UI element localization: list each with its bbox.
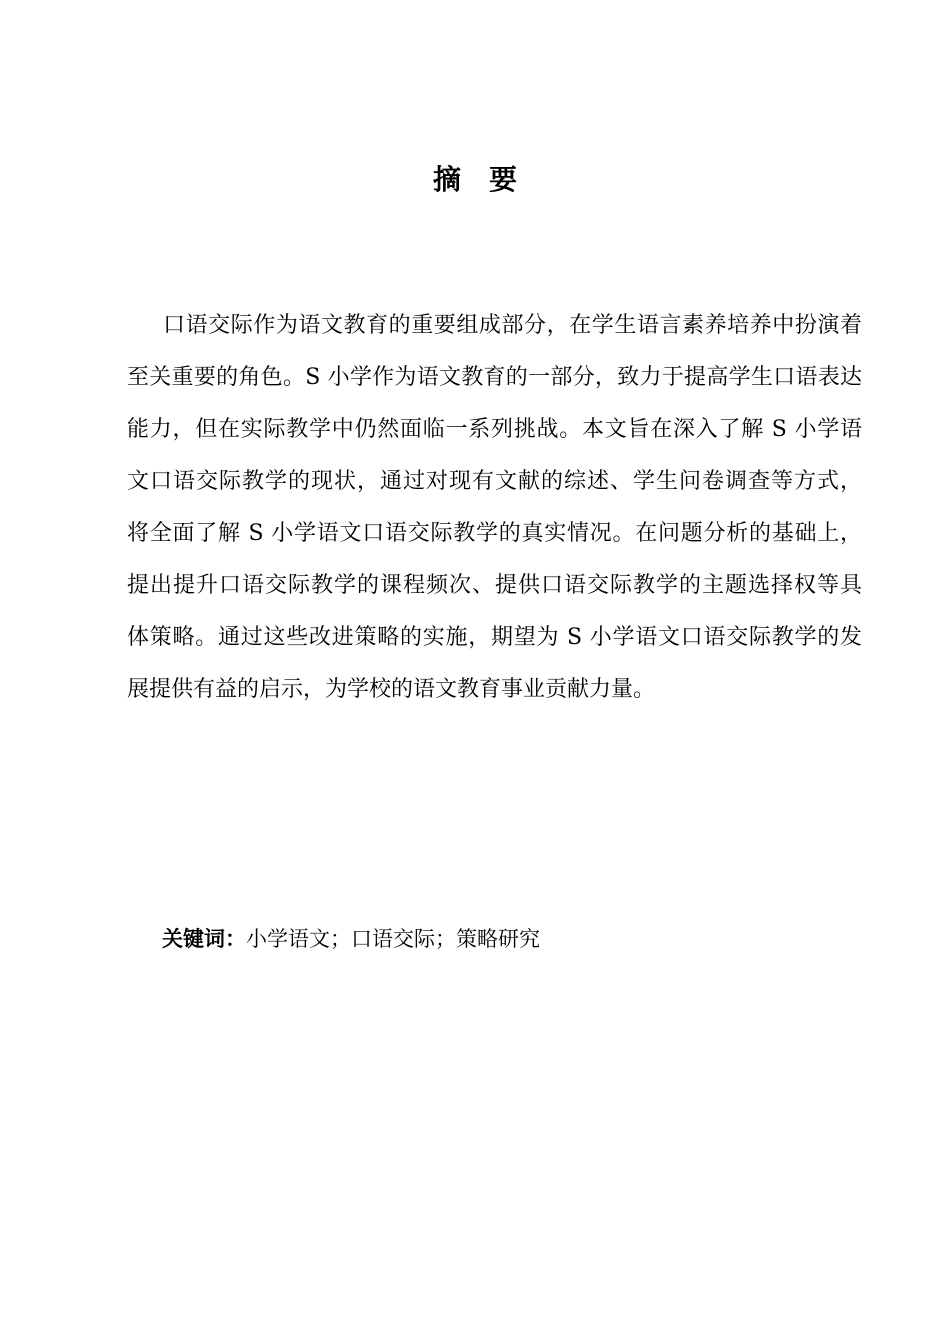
abstract-line: 将全面了解 S 小学语文口语交际教学的真实情况。在问题分析的基础上， [127,521,862,546]
abstract-line: 文口语交际教学的现状，通过对现有文献的综述、学生问卷调查等方式， [127,469,862,494]
abstract-line: 口语交际作为语文教育的重要组成部分，在学生语言素养培养中扮演着 [163,313,862,338]
abstract-line: 体策略。通过这些改进策略的实施，期望为 S 小学语文口语交际教学的发 [127,625,862,650]
keywords-list: 小学语文；口语交际；策略研究 [246,927,540,951]
keywords-label: 关键词： [162,927,246,951]
abstract-line: 能力，但在实际教学中仍然面临一系列挑战。本文旨在深入了解 S 小学语 [127,417,862,442]
abstract-line: 至关重要的角色。S 小学作为语文教育的一部分，致力于提高学生口语表达 [127,365,862,390]
abstract-body [127,300,862,716]
title-char-1: 摘 [432,163,461,196]
keywords-line [162,922,540,956]
abstract-line: 提出提升口语交际教学的课程频次、提供口语交际教学的主题选择权等具 [127,573,862,598]
abstract-line: 展提供有益的启示，为学校的语文教育事业贡献力量。 [127,677,656,702]
page-title [0,160,950,200]
title-char-2: 要 [489,163,518,196]
